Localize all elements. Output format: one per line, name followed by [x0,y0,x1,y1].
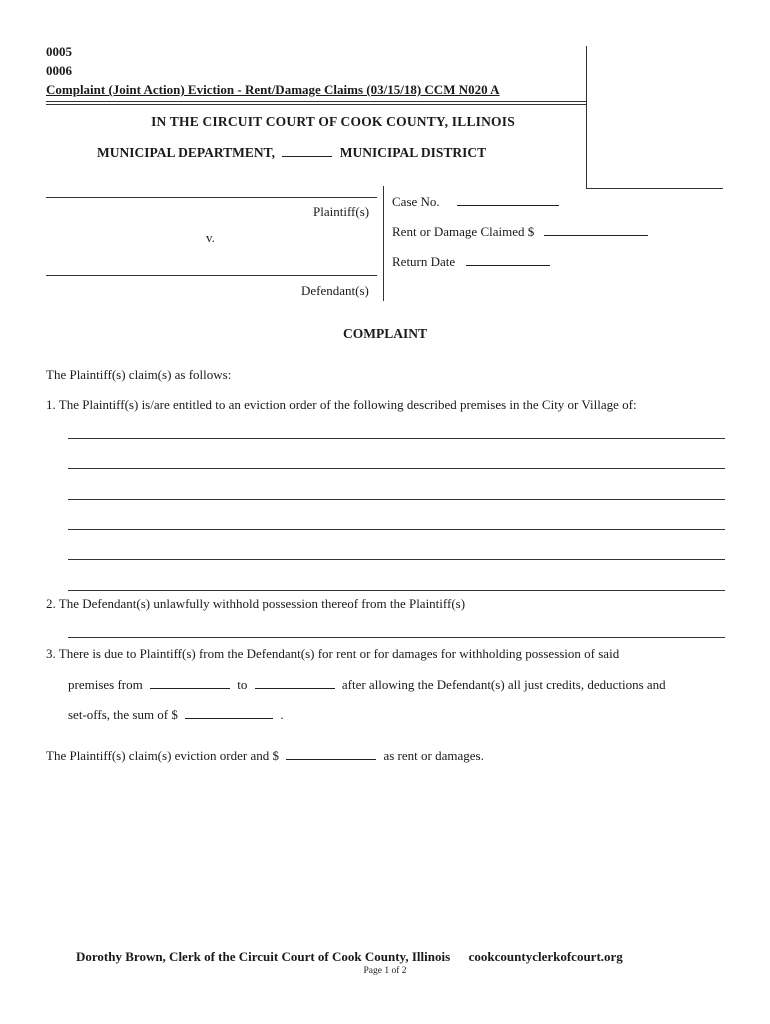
to-date-field[interactable] [255,676,335,689]
rent-claimed-row [392,223,648,240]
closing-line [46,747,484,764]
premises-line-2[interactable] [68,468,725,469]
closing-prefix: The Plaintiff(s) claim(s) eviction order and $ [46,748,279,763]
item-2-text: 2. The Defendant(s) unlawfully withhold possession thereof from the Plaintiff(s) [46,596,466,611]
sum-field[interactable] [185,706,273,719]
title-double-underline [46,104,586,105]
premises-line-1[interactable] [68,438,725,439]
caption-divider [383,186,384,301]
rent-claimed-label: Rent or Damage Claimed $ [392,224,535,239]
case-no-row [392,193,559,210]
department-prefix: MUNICIPAL DEPARTMENT, [97,145,276,160]
to-label: to [237,677,248,692]
period: . [280,707,284,722]
return-date-label: Return Date [392,254,456,269]
page-number: Page 1 of 2 [363,966,407,976]
complaint-intro: The Plaintiff(s) claim(s) as follows: [46,367,232,382]
premises-line-3[interactable] [68,499,725,500]
defendant-name-line[interactable] [46,275,377,276]
defendant-label: Defendant(s) [301,283,369,298]
item-3-line-3 [68,706,284,723]
court-name: IN THE CIRCUIT COURT OF COOK COUNTY, ILLINOIS [151,114,515,129]
after-allowing-text: after allowing the Defendant(s) all just credits, deductions and [341,677,666,692]
case-no-field[interactable] [457,193,559,206]
district-number-field[interactable] [282,144,332,157]
item-2-line[interactable] [68,637,725,638]
return-date-row [392,253,550,270]
rent-claimed-field[interactable] [544,223,648,236]
clerk-name: Dorothy Brown, Clerk of the Circuit Court of Cook County, Illinois [76,949,451,964]
damages-amount-field[interactable] [286,747,376,760]
from-date-field[interactable] [150,676,230,689]
premises-line-4[interactable] [68,529,725,530]
footer-clerk [76,949,623,965]
setoffs-label: set-offs, the sum of $ [68,707,178,722]
form-code-0006: 0006 [46,63,72,78]
title-underline-extend [46,101,586,102]
closing-suffix: as rent or damages. [383,748,484,763]
plaintiff-label: Plaintiff(s) [313,204,370,219]
form-title: Complaint (Joint Action) Eviction - Rent/Damage Claims (03/15/18) CCM N020 A [46,82,500,97]
premises-from-label: premises from [68,677,143,692]
plaintiff-name-line[interactable] [46,197,377,198]
premises-line-5[interactable] [68,559,725,560]
premises-line-6[interactable] [68,590,725,591]
item-3-line-1: 3. There is due to Plaintiff(s) from the Defendant(s) for rent or for damages for withholding possession of said [46,646,620,661]
stamp-box-bottom-border [586,188,723,189]
clerk-website[interactable]: cookcountyclerkofcourt.org [468,949,623,964]
versus-label: v. [206,230,215,245]
complaint-heading: COMPLAINT [343,326,427,341]
case-no-label: Case No. [392,194,440,209]
department-suffix: MUNICIPAL DISTRICT [339,145,487,160]
item-1-text: 1. The Plaintiff(s) is/are entitled to an eviction order of the following described premises in the City or Village of: [46,397,637,412]
item-3-line-2 [68,676,666,693]
department-line [97,144,486,161]
return-date-field[interactable] [466,253,550,266]
form-code-0005: 0005 [46,44,72,59]
